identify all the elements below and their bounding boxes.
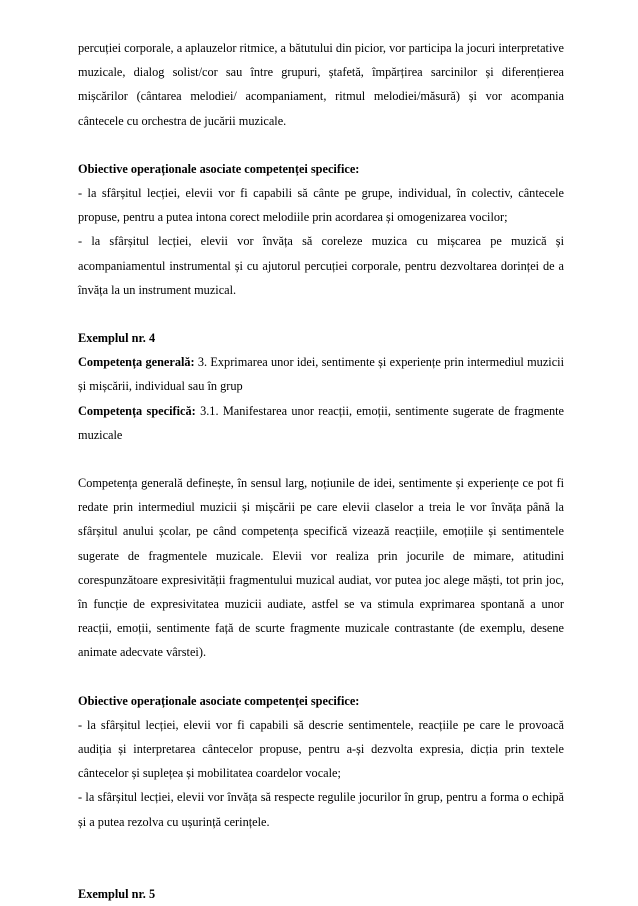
example-5-section xyxy=(78,882,564,906)
explanation-paragraph: Competența generală definește, în sensul larg, noțiunile de idei, sentimente și experiențe ce pot fi redate prin intermediul muzicii și mișcării pe care elevii claselor a treia le vor învăța până la sfârșitul anului școlar, pe când competența specifică vizează reacțiile, emoțiile și sentimentele sugerate de fragmentele muzicale. Elevii vor realiza prin jocurile de mimare, atitudini corespunzătoare expresivității fragmentului muzical audiat, vor putea joc alege măști, tot prin joc, în funcție de expresivitatea muzicii audiate, astfel se va stimula exprimarea spontană a unor reacții, emoții, sentimente față de scurte fragmente muzicale contrastante (de exemplu, desene animate adecvate vârstei). xyxy=(78,476,564,660)
general-competence xyxy=(78,350,564,398)
example-heading: Exemplul nr. 4 xyxy=(78,331,156,346)
example-heading: Exemplul nr. 5 xyxy=(78,886,156,901)
specific-competence-label: Competența specifică: xyxy=(78,403,196,418)
objective-item: - la sfârșitul lecției, elevii vor fi capabili să cânte pe grupe, individual, în colectiv, cântecele propuse, pentru a putea intona corect melodiile prin acordarea și omogenizarea vocilor; xyxy=(78,186,564,225)
example-4-section xyxy=(78,326,564,447)
explanation-section xyxy=(78,471,564,665)
document-page xyxy=(78,36,564,906)
specific-competence xyxy=(78,399,564,447)
objectives-section-2 xyxy=(78,689,564,834)
general-competence-label: Competența generală: xyxy=(78,355,195,370)
objective-item: - la sfârșitul lecției, elevii vor învăța să coreleze muzica cu mișcarea pe muzică și acompaniamentul instrumental și cu ajutorul percuției corporale, pentru dezvoltarea dorinței de a învăța la un instrument muzical. xyxy=(78,234,564,297)
objectives-heading: Obiective operaționale asociate competenței specifice: xyxy=(78,161,360,176)
intro-paragraph: percuției corporale, a aplauzelor ritmice, a bătutului din picior, vor participa la jocuri interpretative muzicale, dialog solist/cor sau între grupuri, ștafetă, împărțirea sarcinilor și diferențierea mișcărilor (cântarea melodiei/ acompaniament, ritmul melodiei/măsură) și vor acompania cântecele cu orchestra de jucării muzicale. xyxy=(78,41,564,128)
objective-item: - la sfârșitul lecției, elevii vor învăța să respecte regulile jocurilor în grup, pentru a forma o echipă și a putea rezolva cu ușurință cerințele. xyxy=(78,790,564,829)
objectives-heading: Obiective operaționale asociate competenței specifice: xyxy=(78,693,360,708)
specific-competence-text: 3.1. Manifestarea unor reacții, emoții, sentimente sugerate de fragmente muzicale xyxy=(78,403,565,442)
intro-section xyxy=(78,36,564,133)
objective-item: - la sfârșitul lecției, elevii vor fi capabili să descrie sentimentele, reacțiile pe care le provoacă audiția și interpretarea cântecelor propuse, pentru a-și dezvolta expresia, dicția prin textele cântecelor și suplețea și mobilitatea coardelor vocale; xyxy=(78,717,564,781)
general-competence-text: 3. Exprimarea unor idei, sentimente și experiențe prin intermediul muzicii și mișcării, individual sau în grup xyxy=(78,355,564,394)
objectives-section-1 xyxy=(78,157,564,302)
